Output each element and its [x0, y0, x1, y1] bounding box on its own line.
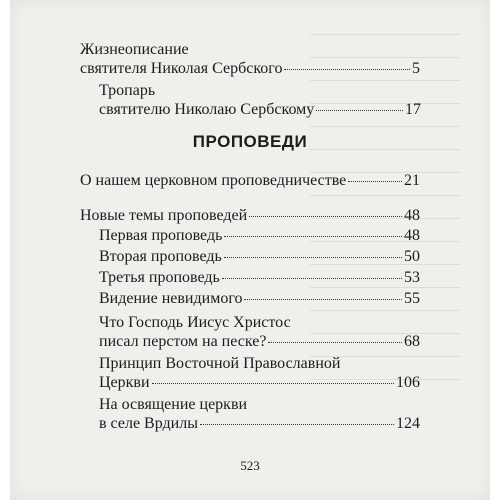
toc-page-number: 48 [404, 207, 420, 224]
toc-entry-preaching[interactable] [80, 172, 420, 190]
leader-dots [200, 423, 394, 425]
toc-entry-orthodox-principle[interactable] [99, 374, 420, 392]
toc-entry-title: Видение невидимого [99, 290, 243, 307]
leader-dots [224, 235, 402, 237]
leader-dots [244, 298, 402, 300]
leader-dots [249, 215, 402, 217]
toc-page-number: 50 [404, 248, 420, 265]
toc-page-number: 124 [396, 415, 420, 432]
toc-entry-biography-line1: Жизнеописание [80, 41, 189, 58]
page-number: 523 [240, 458, 260, 473]
toc-entry-christ-sand[interactable] [99, 333, 420, 351]
leader-dots [284, 68, 410, 70]
toc-entry-title: святителя Николая Сербского [80, 60, 283, 77]
toc-page-number: 21 [404, 172, 420, 189]
section-heading: ПРОПОВЕДИ [192, 132, 308, 151]
toc-entry-troparion-line1: Тропарь [99, 82, 156, 99]
leader-dots [224, 256, 402, 258]
toc-entry-third-sermon[interactable] [99, 269, 420, 287]
toc-entry-orthodox-principle-line1: Принцип Восточной Православной [99, 355, 341, 372]
toc-entry-church-consecration[interactable] [99, 415, 420, 433]
toc-entry-title: Третья проповедь [99, 269, 220, 286]
toc-page-number: 17 [405, 101, 421, 118]
toc-page-number: 48 [404, 227, 420, 244]
toc-entry-title: О нашем церковном проповедничестве [80, 172, 347, 189]
leader-dots [348, 180, 402, 182]
leader-dots [152, 382, 394, 384]
leader-dots [222, 277, 402, 279]
toc-entry-title: в селе Врдилы [99, 415, 198, 432]
toc-entry-vision[interactable] [99, 290, 420, 308]
toc-page-number: 68 [404, 333, 420, 350]
toc-page-number: 55 [404, 290, 420, 307]
toc-entry-first-sermon[interactable] [99, 227, 420, 245]
toc-entry-title: писал перстом на песке? [99, 333, 267, 350]
toc-page-number: 106 [396, 374, 420, 391]
toc-entry-new-topics[interactable] [80, 207, 420, 225]
leader-dots [268, 341, 402, 343]
toc-entry-title: Первая проповедь [99, 227, 223, 244]
toc-entry-second-sermon[interactable] [99, 248, 420, 266]
toc-page-number: 5 [412, 60, 420, 77]
toc-entry-church-consecration-line1: На освящение церкви [99, 396, 248, 413]
toc-entry-biography[interactable] [80, 60, 420, 78]
toc-entry-title: Церкви [99, 374, 150, 391]
leader-dots [316, 109, 403, 111]
toc-entry-title: Новые темы проповедей [80, 207, 248, 224]
toc-entry-troparion[interactable] [99, 101, 421, 119]
toc-entry-christ-sand-line1: Что Господь Иисус Христос [99, 314, 291, 331]
toc-page-number: 53 [404, 269, 420, 286]
toc-entry-title: Вторая проповедь [99, 248, 222, 265]
toc-entry-title: святителю Николаю Сербскому [99, 101, 315, 118]
